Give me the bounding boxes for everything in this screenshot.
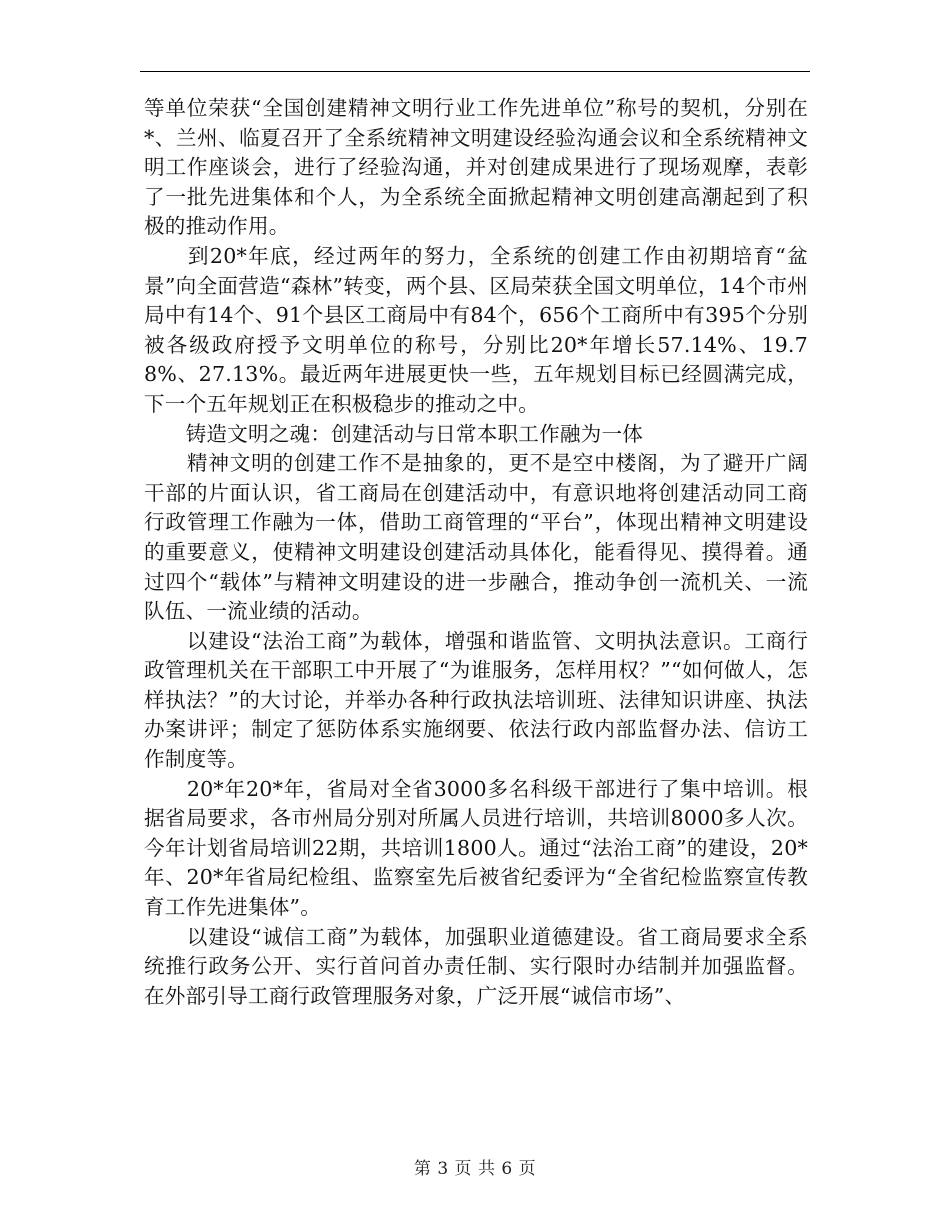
paragraph: 20*年20*年，省局对全省3000多名科级干部进行了集中培训。根据省局要求，各市州局分别对所属人员进行培训，共培训8000多人次。今年计划省局培训22期，共培训1800人。通过“法治工商”的建设，20*年、20*年省局纪检组、监察室先后被省纪委评为“全省纪检监察宣传教育工作先进集体”。 (144, 776, 808, 920)
paragraph: 以建设“诚信工商”为载体，加强职业道德建设。省工商局要求全系统推行政务公开、实行首问首办责任制、实行限时办结制并加强监督。在外部引导工商行政管理服务对象，广泛开展“诚信市场”、 (144, 924, 808, 1008)
section-heading: 铸造文明之魂：创建活动与日常本职工作融为一体 (144, 421, 644, 446)
header-rule (140, 71, 810, 72)
paragraph: 以建设“法治工商”为载体，增强和谐监管、文明执法意识。工商行政管理机关在干部职工中开展了“为谁服务，怎样用权？”“如何做人，怎样执法？”的大讨论，并举办各种行政执法培训班、法律知识讲座、执法办案讲评；制定了惩防体系实施纲要、依法行政内部监督办法、信访工作制度等。 (144, 628, 808, 772)
page-number-footer: 第 3 页 共 6 页 (413, 1159, 537, 1179)
paragraph: 等单位荣获“全国创建精神文明行业工作先进单位”称号的契机，分别在*、兰州、临夏召开了全系统精神文明建设经验沟通会议和全系统精神文明工作座谈会，进行了经验沟通，并对创建成果进行了现场观摩，表彰了一批先进集体和个人，为全系统全面掀起精神文明创建高潮起到了积极的推动作用。 (144, 96, 808, 239)
paragraph: 精神文明的创建工作不是抽象的，更不是空中楼阁，为了避开广阔干部的片面认识，省工商局在创建活动中，有意识地将创建活动同工商行政管理工作融为一体，借助工商管理的“平台”，体现出精神文明建设的重要意义，使精神文明建设创建活动具体化，能看得见、摸得着。通过四个“载体”与精神文明建设的进一步融合，推动争创一流机关、一流队伍、一流业绩的活动。 (144, 451, 808, 624)
paragraph: 到20*年底，经过两年的努力，全系统的创建工作由初期培育“盆景”向全面营造“森林”转变，两个县、区局荣获全国文明单位，14个市州局中有14个、91个县区工商局中有84个，656个工商所中有395个分别被各级政府授予文明单位的称号，分别比20*年增长57.14%、19.78%、27.13%。最近两年进展更快一些，五年规划目标已经圆满完成，下一个五年规划正在积极稳步的推动之中。 (144, 243, 808, 416)
document-body (144, 94, 808, 1011)
